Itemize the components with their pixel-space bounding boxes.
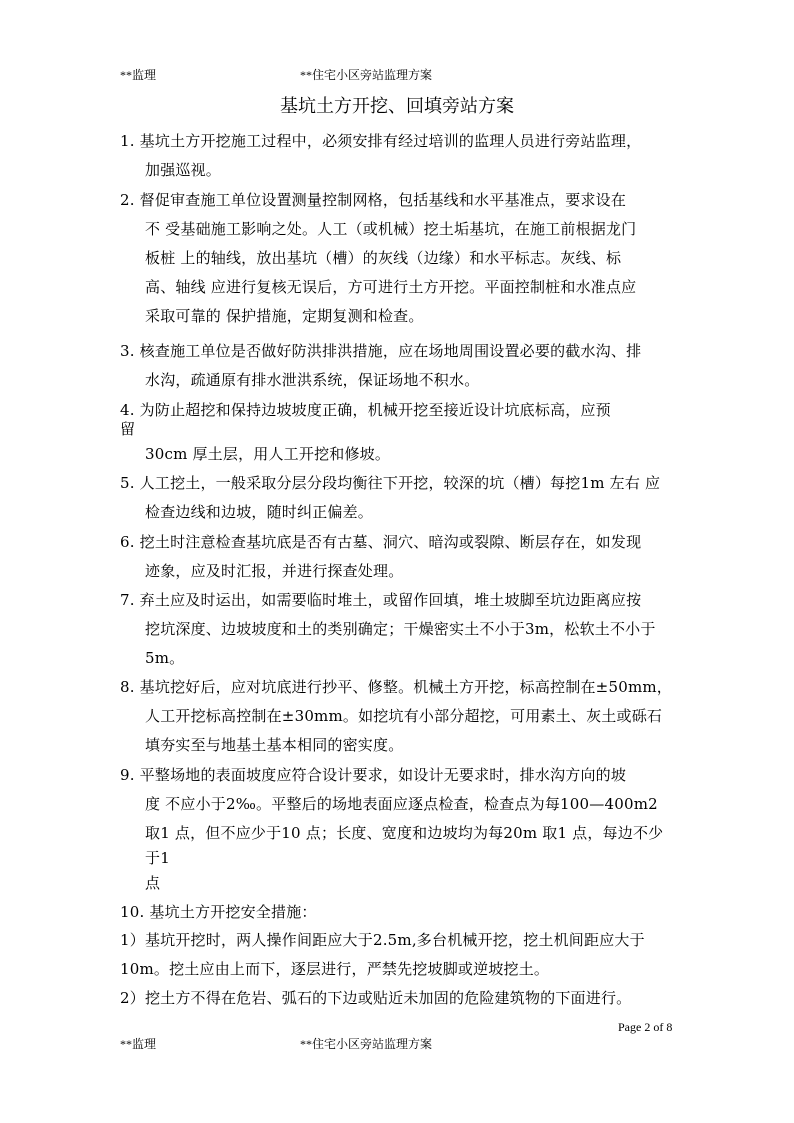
text-line: 加强巡视。 <box>145 161 222 179</box>
text-line: 30cm 厚土层，用人工开挖和修坡。 <box>145 445 391 463</box>
text-line: 点 <box>145 874 161 892</box>
text-line: 水沟，疏通原有排水泄洪系统，保证场地不积水。 <box>145 371 480 389</box>
text-line: 7. 弃土应及时运出，如需要临时堆土，或留作回填，堆土坡脚至坑边距离应按 <box>120 591 642 609</box>
footer-left: **监理 <box>120 1037 157 1051</box>
text-line: 5m。 <box>145 649 185 667</box>
text-line: 取1 点，但不应少于10 点；长度、宽度和边坡均为每20m 取1 点，每边不少 <box>145 824 664 842</box>
text-line: 9. 平整场地的表面坡度应符合设计要求，如设计无要求时，排水沟方向的坡 <box>120 766 627 784</box>
text-line: 1）基坑开挖时，两人操作间距应大于2.5m,多台机械开挖，挖土机间距应大于 <box>120 931 645 949</box>
text-line: 板桩 上的轴线，放出基坑（槽）的灰线（边缘）和水平标志。灰线、标 <box>145 249 622 267</box>
text-line: 于1 <box>145 849 170 867</box>
footer-center: **住宅小区旁站监理方案 <box>300 1037 433 1051</box>
text-line: 填夯实至与地基土基本相同的密实度。 <box>145 736 404 754</box>
text-line: 4. 为防止超挖和保持边坡坡度正确，机械开挖至接近设计坑底标高，应预 <box>120 401 611 419</box>
text-line: 2. 督促审查施工单位设置测量控制网格，包括基线和水平基准点，要求设在 <box>120 191 627 209</box>
page-title: 基坑土方开挖、回填旁站方案 <box>280 96 514 117</box>
text-line: 检查边线和边坡，随时纠正偏差。 <box>145 503 374 521</box>
text-line: 5. 人工挖土，一般采取分层分段均衡往下开挖，较深的坑（槽）每挖1m 左右 应 <box>120 474 661 492</box>
text-line: 2）挖土方不得在危岩、弧石的下边或贴近未加固的危险建筑物的下面进行。 <box>120 989 632 1007</box>
text-line: 度 不应小于2‰。平整后的场地表面应逐点检查，检查点为每100—400m2 <box>145 795 658 813</box>
text-line: 8. 基坑挖好后，应对坑底进行抄平、修整。机械土方开挖，标高控制在±50mm， <box>120 678 672 696</box>
text-line: 3. 核查施工单位是否做好防洪排洪措施，应在场地周围设置必要的截水沟、排 <box>120 342 642 360</box>
header-center: **住宅小区旁站监理方案 <box>300 68 433 82</box>
text-line: 采取可靠的 保护措施，定期复测和检查。 <box>145 307 424 325</box>
text-line: 高、轴线 应进行复核无误后，方可进行土方开挖。平面控制桩和水准点应 <box>145 278 637 296</box>
text-line: 人工开挖标高控制在±30mm。如挖坑有小部分超挖，可用素土、灰土或砾石 <box>145 707 663 725</box>
text-line: 挖坑深度、边坡坡度和土的类别确定；干燥密实土不小于3m，松软土不小于 <box>145 620 656 638</box>
text-line: 10m。挖土应由上而下，逐层进行，严禁先挖坡脚或逆坡挖土。 <box>120 960 550 978</box>
header-left: **监理 <box>120 68 157 82</box>
text-line: 迹象，应及时汇报，并进行探查处理。 <box>145 562 404 580</box>
text-line: 留 <box>120 420 136 438</box>
text-line: 6. 挖土时注意检查基坑底是否有古墓、洞穴、暗沟或裂隙、断层存在，如发现 <box>120 533 642 551</box>
page-number: Page 2 of 8 <box>618 1020 673 1034</box>
text-line: 1. 基坑土方开挖施工过程中，必须安排有经过培训的监理人员进行旁站监理， <box>120 132 642 150</box>
text-line: 不 受基础施工影响之处。人工（或机械）挖土垢基坑，在施工前根据龙门 <box>145 220 637 238</box>
text-line: 10. 基坑土方开挖安全措施： <box>120 903 317 921</box>
